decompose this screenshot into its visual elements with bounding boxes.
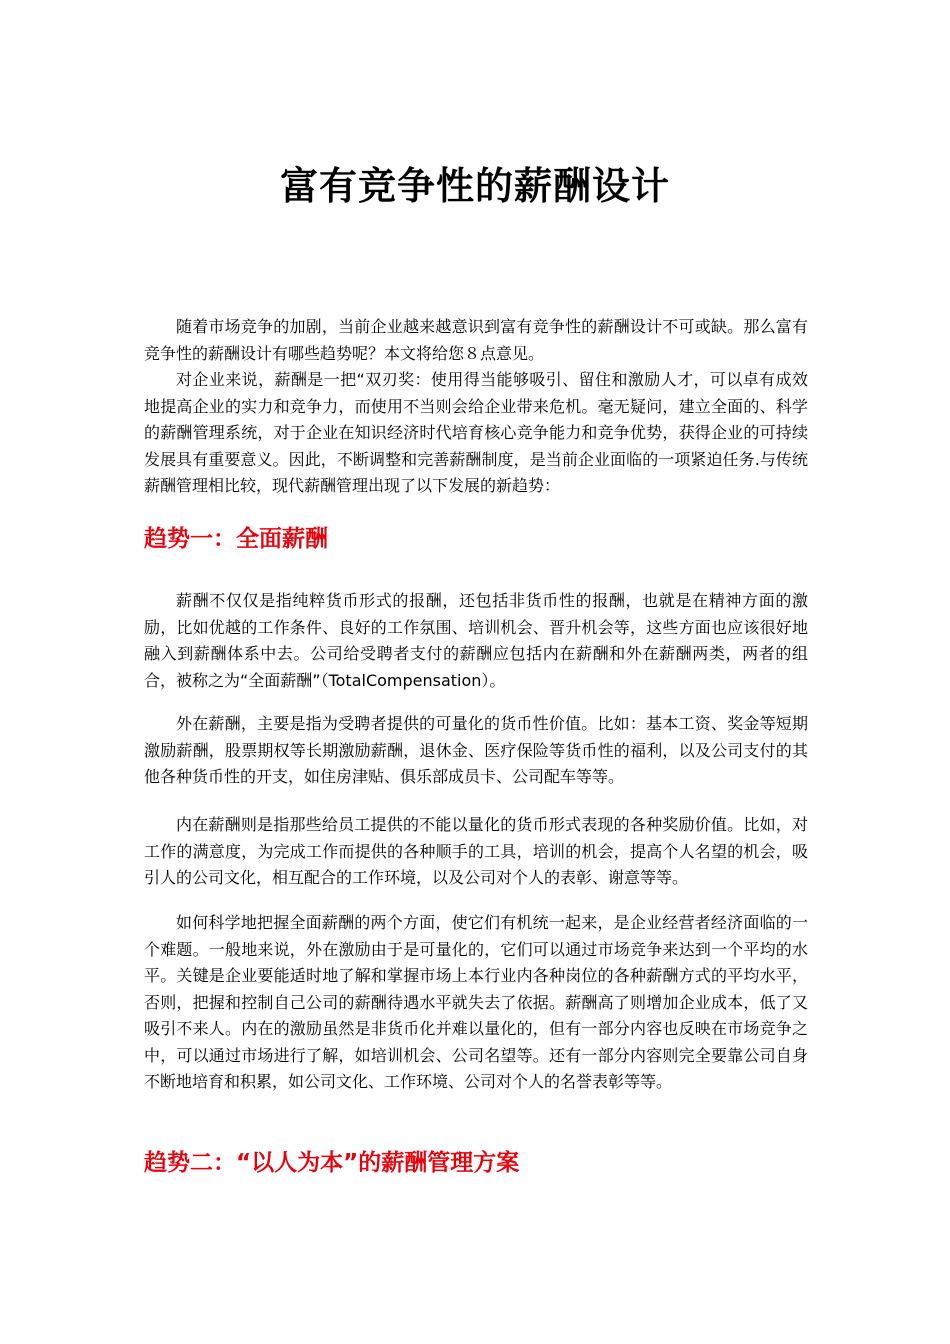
paragraph-text: 如何科学地把握全面薪酬的两个方面，使它们有机统一起来，是企业经营者经济面临的一个难题。一般地来说，外在激励由于是可量化的，它们可以通过市场竞争来达到一个平均的水平。关键是企业要能适时地了解和掌握市场上本行业内各种岗位的各种薪酬方式的平均水平，否则，把握和控制自己公司的薪酬待遇水平就失去了依据。薪酬高了则增加企业成本，低了又吸引不来人。内在的激励虽然是非货币化并难以量化的，但有一部分内容也反映在市场竞争之中，可以通过市场进行了解，如培训机会、公司名望等。还有一部分内容则完全要靠公司自身不断地培育和积累，如公司文化、工作环境、公司对个人的名誉表彰等等。: [144, 913, 808, 1091]
paragraph-text: 薪酬不仅仅是指纯粹货币形式的报酬，还包括非货币性的报酬，也就是在精神方面的激励，比如优越的工作条件、良好的工作氛围、培训机会、晋升机会等，这些方面也应该很好地融入到薪酬体系中去。公司给受聘者支付的薪酬应包括内在薪酬和外在薪酬两类，两者的组合，被称之为“全面薪酬”（TotalCompensation）。: [144, 591, 808, 690]
trend-1-paragraph-4: [144, 910, 808, 1096]
paragraph-text: 内在薪酬则是指那些给员工提供的不能以量化的货币形式表现的各种奖励价值。比如，对工作的满意度，为完成工作而提供的各种顺手的工具，培训的机会，提高个人名望的机会，吸引人的公司文化，相互配合的工作环境，以及公司对个人的表彰、谢意等等。: [144, 815, 808, 887]
intro-block: [144, 314, 808, 500]
paragraph-text: 外在薪酬，主要是指为受聘者提供的可量化的货币性价值。比如：基本工资、奖金等短期激励薪酬，股票期权等长期激励薪酬，退休金、医疗保险等货币性的福利，以及公司支付的其他各种货币性的开支，如住房津贴、俱乐部成员卡、公司配车等等。: [144, 714, 808, 786]
document-title: 富有竞争性的薪酬设计: [279, 164, 670, 208]
section-heading-trend-1: 趋势一：全面薪酬: [144, 526, 328, 552]
intro-paragraph-2: 对企业来说，薪酬是一把“双刃奖：使用得当能够吸引、留住和激励人才，可以卓有成效地提高企业的实力和竞争力，而使用不当则会给企业带来危机。毫无疑问，建立全面的、科学的薪酬管理系统，对于企业在知识经济时代培育核心竞争能力和竞争优势，获得企业的可持续发展具有重要意义。因此，不断调整和完善薪酬制度，是当前企业面临的一项紧迫任务.与传统薪酬管理相比较，现代薪酬管理出现了以下发展的新趋势：: [144, 370, 808, 495]
section-heading-trend-2: 趋势二：“以人为本”的薪酬管理方案: [144, 1150, 520, 1176]
trend-1-paragraph-2: [144, 711, 808, 791]
trend-1-paragraph-3: [144, 812, 808, 892]
trend-1-paragraph-1: [144, 588, 808, 694]
intro-paragraph-1: 随着市场竞争的加剧，当前企业越来越意识到富有竞争性的薪酬设计不可或缺。那么富有竞争性的薪酬设计有哪些趋势呢？本文将给您８点意见。: [144, 317, 808, 363]
